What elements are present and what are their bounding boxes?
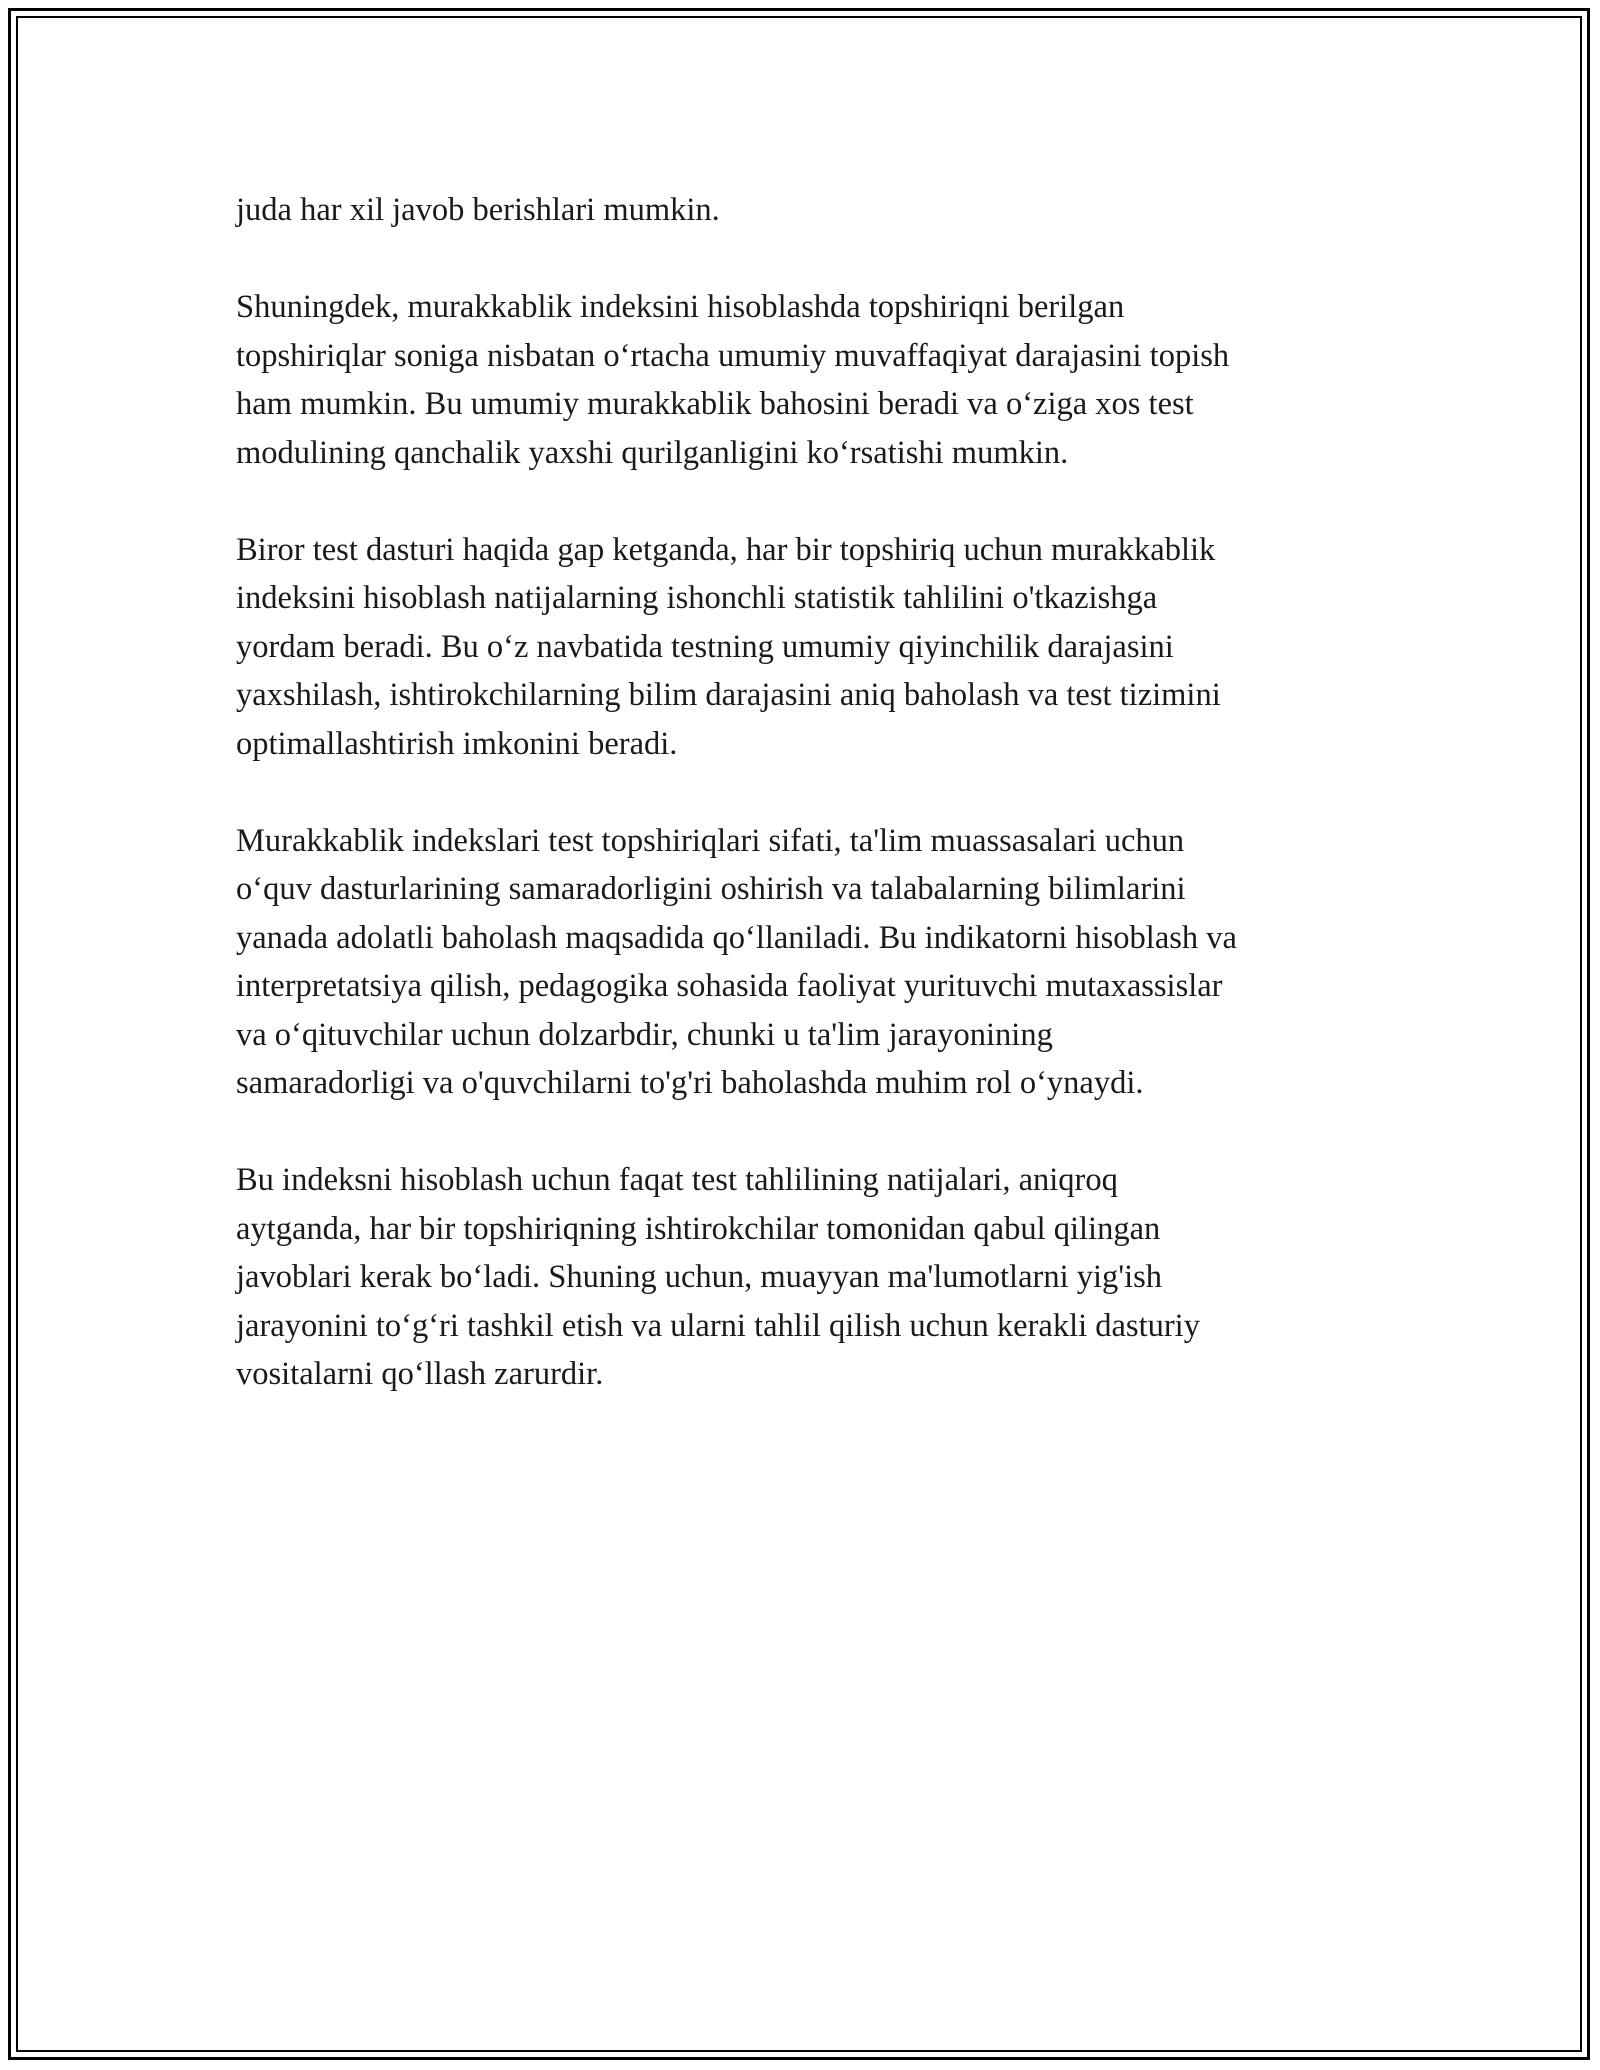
paragraph xyxy=(236,817,1376,1108)
text-line: oʻquv dasturlarining samaradorligini oshirish va talabalarning bilimlarini xyxy=(236,871,1186,907)
text-line: modulining qanchalik yaxshi qurilganligini koʻrsatishi mumkin. xyxy=(236,434,1069,471)
text-line: samaradorligi va o'quvchilarni to'g'ri baholashda muhim rol oʻynaydi. xyxy=(236,1065,1144,1101)
text-line: javoblari kerak boʻladi. Shuning uchun, muayyan ma'lumotlarni yig'ish xyxy=(236,1259,1163,1295)
text-line: Shuningdek, murakkablik indeksini hisoblashda topshiriqni berilgan xyxy=(236,289,1125,325)
text-line: Biror test dasturi haqida gap ketganda, har bir topshiriq uchun murakkablik xyxy=(236,531,1216,568)
text-line: aytganda, har bir topshiriqning ishtirokchilar tomonidan qabul qilingan xyxy=(236,1210,1161,1247)
document-body xyxy=(236,186,1376,1447)
text-line: yaxshilash, ishtirokchilarning bilim darajasini aniq baholash va test tizimini xyxy=(236,677,1221,713)
paragraph xyxy=(236,526,1376,769)
paragraph xyxy=(236,283,1376,477)
text-line: indeksini hisoblash natijalarning ishonchli statistik tahlilini o'tkazishga xyxy=(236,580,1158,616)
text-line: ham mumkin. Bu umumiy murakkablik bahosini beradi va oʻziga xos test xyxy=(236,386,1194,422)
text-line: yanada adolatli baholash maqsadida qoʻllaniladi. Bu indikatorni hisoblash va xyxy=(236,919,1237,956)
text-line: juda har xil javob berishlari mumkin. xyxy=(236,192,720,228)
text-line: Murakkablik indekslari test topshiriqlari sifati, ta'lim muassasalari uchun xyxy=(236,822,1185,859)
text-line: optimallashtirish imkonini beradi. xyxy=(236,725,678,762)
text-line: jarayonini toʻgʻri tashkil etish va ularni tahlil qilish uchun kerakli dasturiy xyxy=(236,1307,1200,1344)
paragraph xyxy=(236,186,1376,235)
paragraph xyxy=(236,1156,1376,1399)
text-line: yordam beradi. Bu oʻz navbatida testning umumiy qiyinchilik darajasini xyxy=(236,628,1174,665)
text-line: Bu indeksni hisoblash uchun faqat test tahlilining natijalari, aniqroq xyxy=(236,1162,1118,1198)
text-line: va oʻqituvchilar uchun dolzarbdir, chunki u ta'lim jarayonining xyxy=(236,1016,1053,1053)
text-line: vositalarni qoʻllash zarurdir. xyxy=(236,1356,604,1392)
text-line: topshiriqlar soniga nisbatan oʻrtacha umumiy muvaffaqiyat darajasini topish xyxy=(236,337,1230,374)
text-line: interpretatsiya qilish, pedagogika sohasida faoliyat yurituvchi mutaxassislar xyxy=(236,968,1223,1004)
